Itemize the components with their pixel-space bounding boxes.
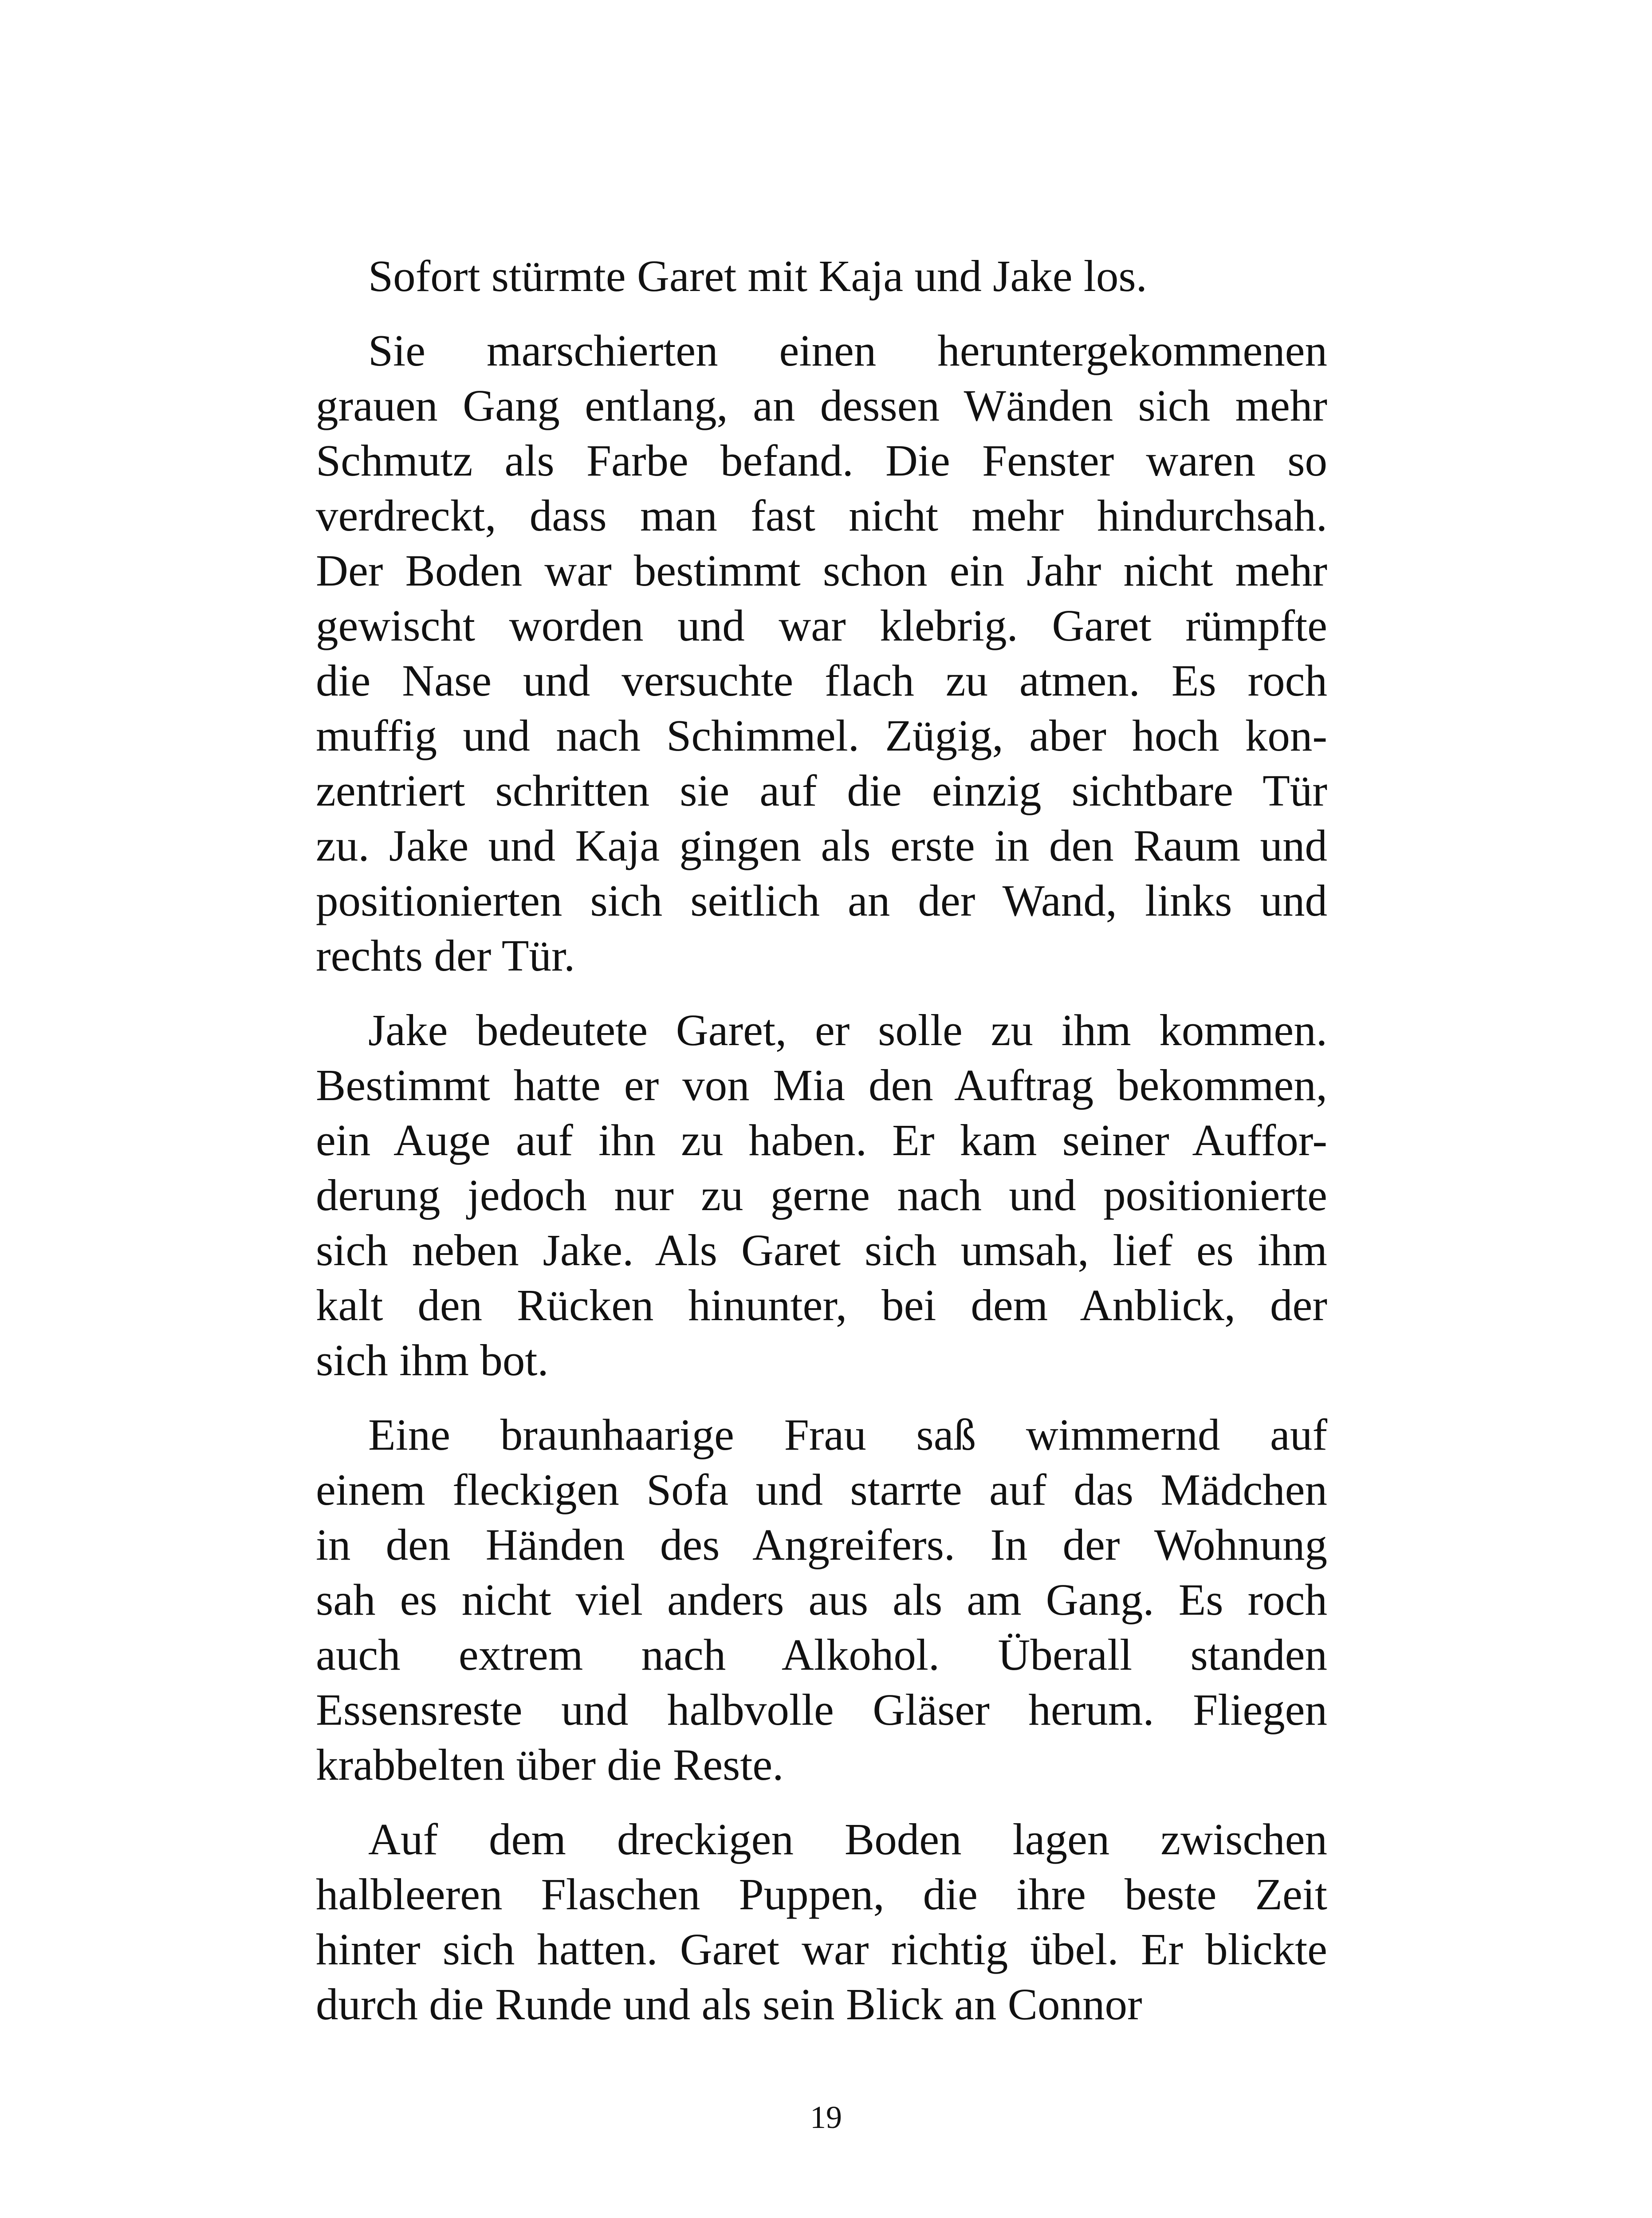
text-line: rechts der Tür. (316, 931, 575, 980)
text-line: muffig und nach Schimmel. Zügig, aber hoch kon- (316, 711, 1327, 760)
text-line: gewischt worden und war klebrig. Garet rümpfte (316, 601, 1327, 650)
text-line: zentriert schritten sie auf die einzig sichtbare Tür (316, 766, 1327, 815)
page-number: 19 (810, 2100, 842, 2135)
text-line: sich neben Jake. Als Garet sich umsah, lief es ihm (316, 1225, 1327, 1275)
text-line: Sie marschierten einen heruntergekommenen (368, 326, 1327, 375)
text-line: Bestimmt hatte er von Mia den Auftrag bekommen, (316, 1060, 1327, 1110)
text-line: krabbelten über die Reste. (316, 1740, 784, 1789)
text-line: auch extrem nach Alkohol. Überall standen (316, 1630, 1327, 1679)
text-line: Sofort stürmte Garet mit Kaja und Jake los. (368, 251, 1147, 301)
text-line: positionierten sich seitlich an der Wand, links und (316, 876, 1327, 925)
text-line: hinter sich hatten. Garet war richtig übel. Er blickte (316, 1924, 1327, 1974)
body-text (316, 248, 1327, 2051)
paragraph-2 (316, 323, 1327, 983)
text-line: in den Händen des Angreifers. In der Wohnung (316, 1520, 1327, 1569)
text-line: Jake bedeutete Garet, er solle zu ihm kommen. (368, 1005, 1327, 1055)
paragraph-1 (316, 248, 1327, 303)
text-line: verdreckt, dass man fast nicht mehr hindurchsah. (316, 491, 1327, 540)
paragraph-3 (316, 1003, 1327, 1388)
text-line: Der Boden war bestimmt schon ein Jahr nicht mehr (316, 546, 1327, 595)
text-line: ein Auge auf ihn zu haben. Er kam seiner Auffor- (316, 1115, 1327, 1165)
text-line: derung jedoch nur zu gerne nach und positionierte (316, 1170, 1327, 1220)
text-line: durch die Runde und als sein Blick an Connor (316, 1979, 1142, 2029)
text-line: grauen Gang entlang, an dessen Wänden sich mehr (316, 381, 1327, 430)
text-line: Schmutz als Farbe befand. Die Fenster waren so (316, 436, 1327, 485)
text-line: einem fleckigen Sofa und starrte auf das Mädchen (316, 1465, 1327, 1514)
text-line: sich ihm bot. (316, 1335, 549, 1385)
text-line: zu. Jake und Kaja gingen als erste in den Raum und (316, 821, 1327, 870)
text-line: Auf dem dreckigen Boden lagen zwischen (368, 1814, 1327, 1864)
text-line: kalt den Rücken hinunter, bei dem Anblick, der (316, 1280, 1327, 1330)
text-line: halbleeren Flaschen Puppen, die ihre beste Zeit (316, 1869, 1327, 1919)
paragraph-4 (316, 1407, 1327, 1792)
text-line: Essensreste und halbvolle Gläser herum. Fliegen (316, 1685, 1327, 1734)
text-line: Eine braunhaarige Frau saß wimmernd auf (368, 1410, 1327, 1459)
text-line: sah es nicht viel anders aus als am Gang. Es roch (316, 1575, 1327, 1624)
text-line: die Nase und versuchte flach zu atmen. Es roch (316, 656, 1327, 705)
paragraph-5 (316, 1812, 1327, 2032)
